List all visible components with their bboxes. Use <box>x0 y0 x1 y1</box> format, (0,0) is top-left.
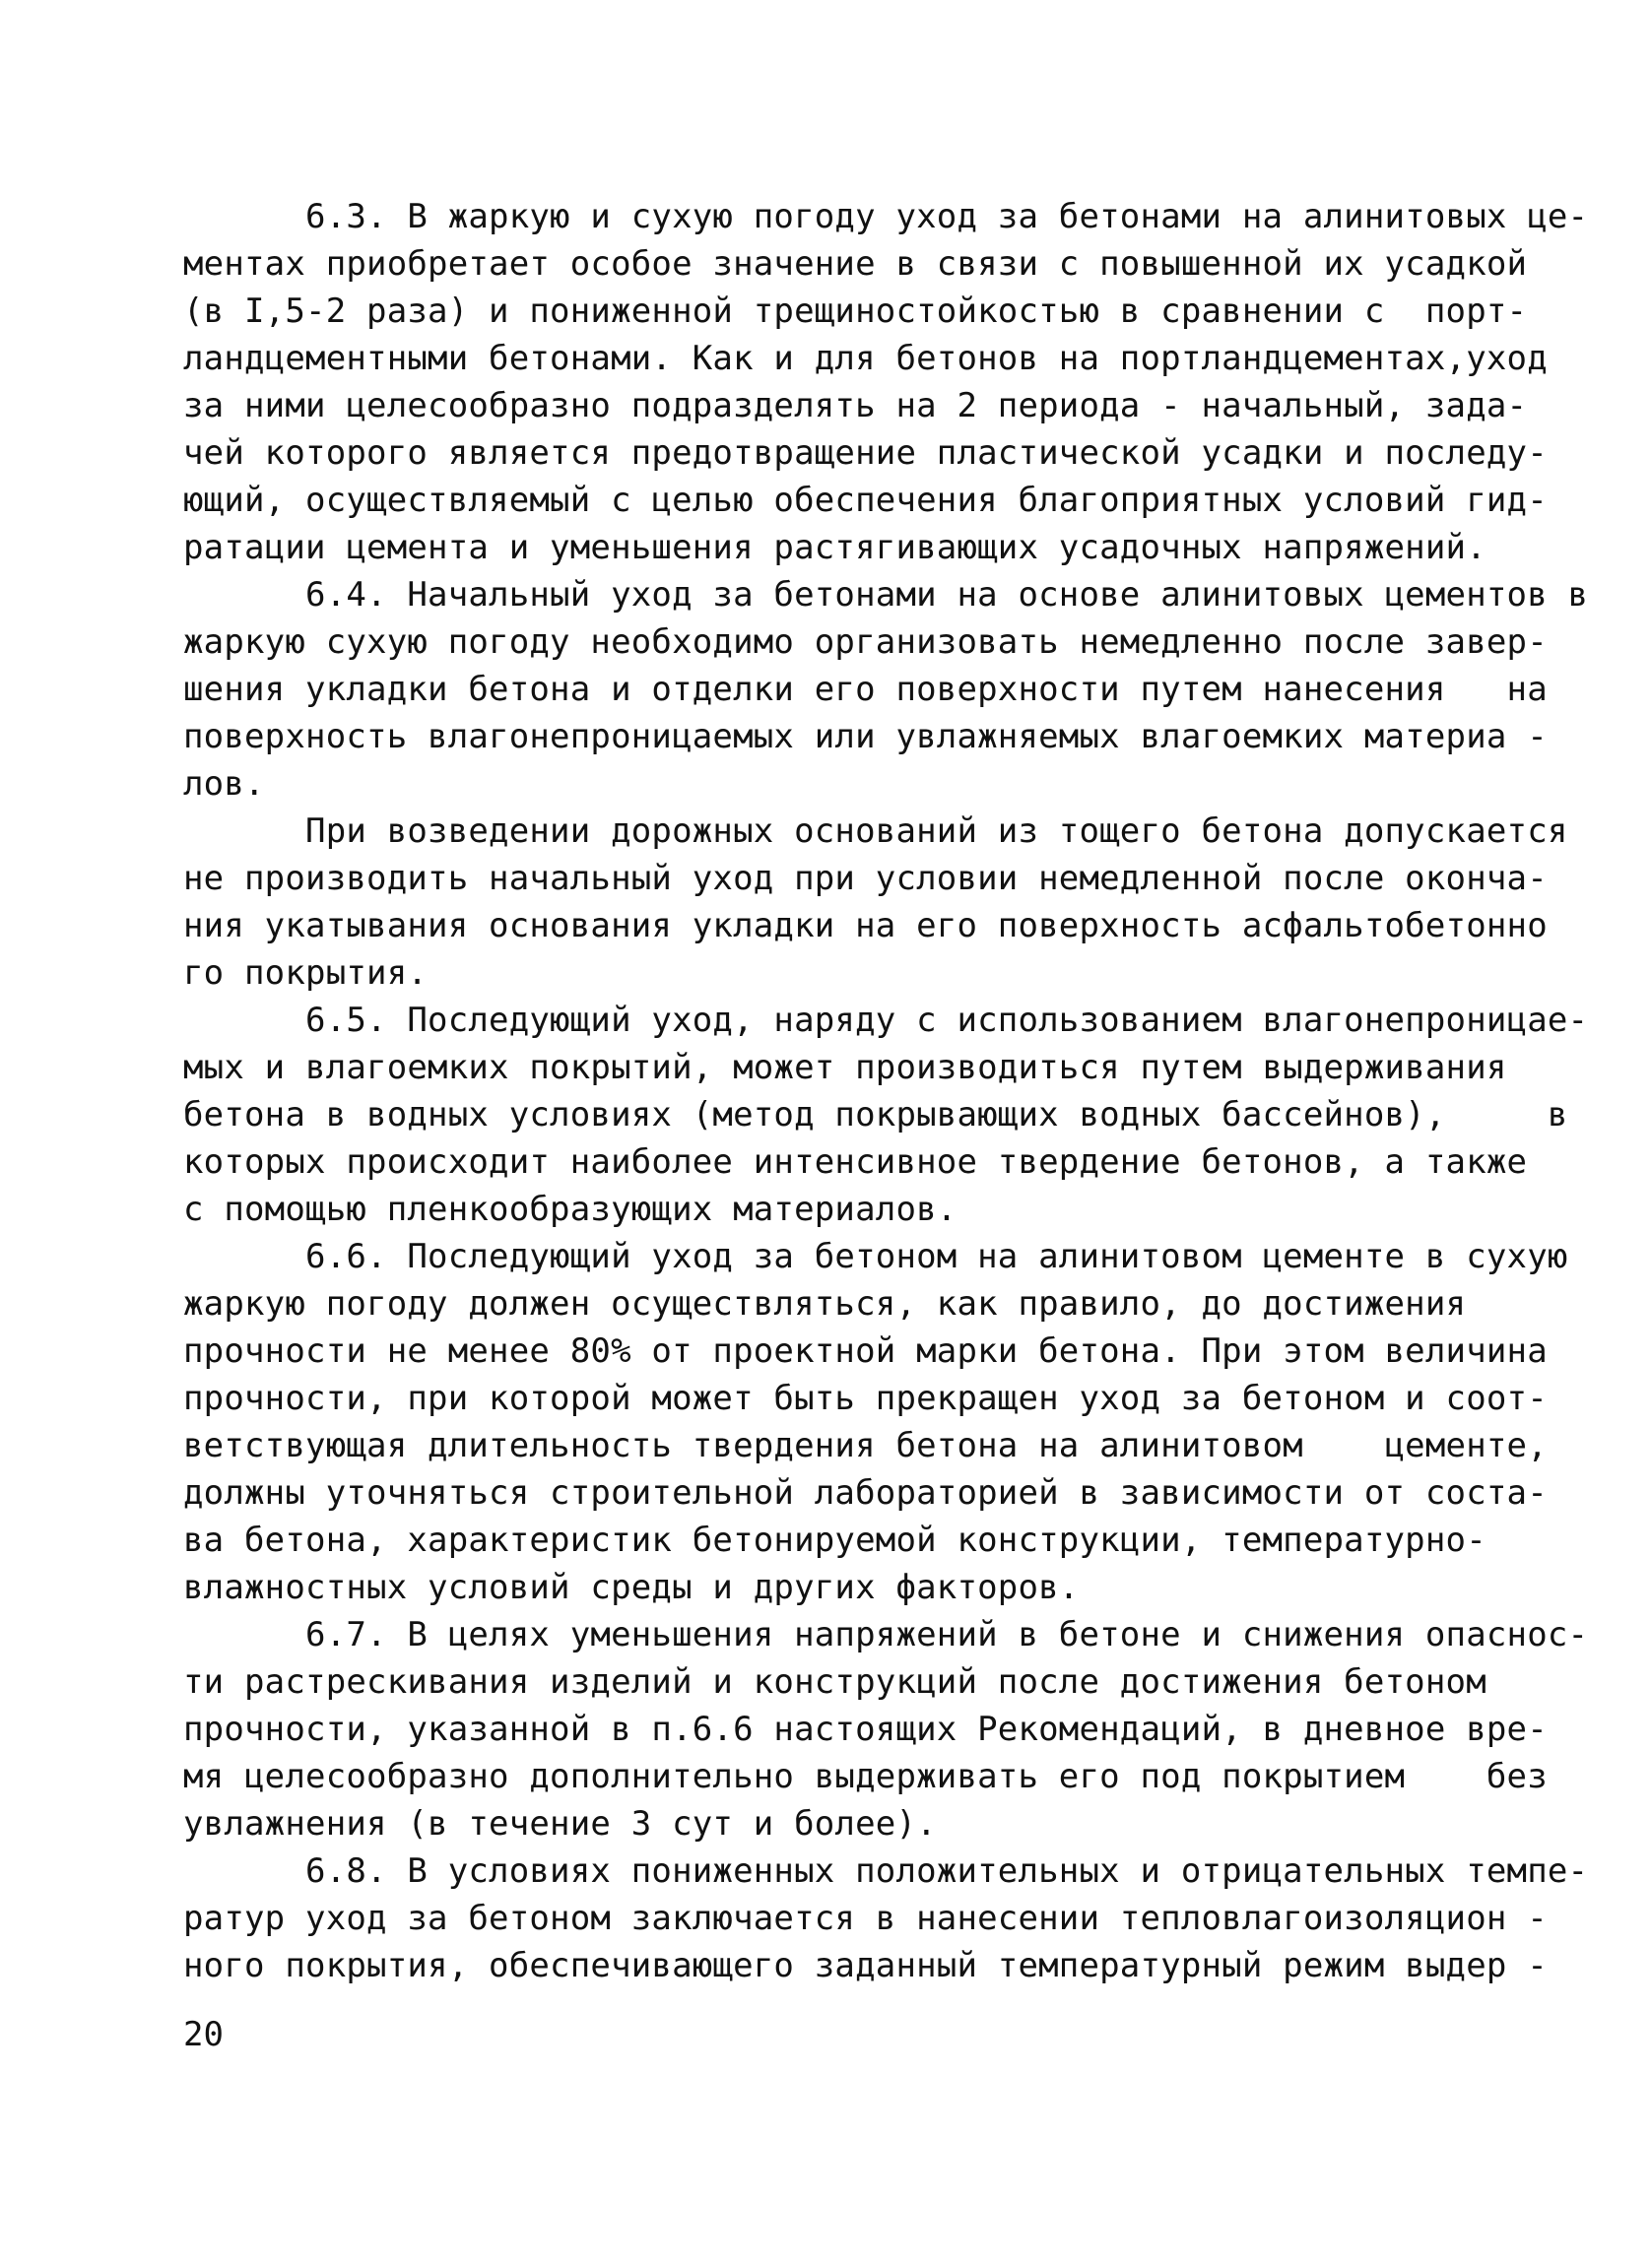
text-line: При возведении дорожных оснований из тощего бетона допускается <box>183 811 1568 851</box>
text-line: увлажнения (в течение 3 сут и более). <box>183 1804 937 1844</box>
text-line: 6.3. В жаркую и сухую погоду уход за бетонами на алинитовых це- <box>183 197 1589 236</box>
text-line: шения укладки бетона и отделки его поверхности путем нанесения на <box>183 670 1548 709</box>
text-line: влажностных условий среды и других факторов. <box>183 1568 1080 1607</box>
text-line: с помощью пленкообразующих материалов. <box>183 1190 958 1229</box>
text-line: ти растрескивания изделий и конструкций после достижения бетоном <box>183 1662 1486 1702</box>
text-line: ния укатывания основания укладки на его поверхность асфальтобетонно <box>183 906 1548 945</box>
text-line: чей которого является предотвращение пластической усадки и последу- <box>183 433 1548 473</box>
text-line: лов. <box>183 764 265 804</box>
text-line: прочности, указанной в п.6.6 настоящих Рекомендаций, в дневное вре- <box>183 1710 1548 1749</box>
text-line: 6.4. Начальный уход за бетонами на основе алинитовых цементов в <box>183 575 1589 615</box>
text-line: мых и влагоемких покрытий, может производиться путем выдерживания <box>183 1048 1507 1087</box>
text-line: ментах приобретает особое значение в связи с повышенной их усадкой <box>183 244 1528 284</box>
text-line: ющий, осуществляемый с целью обеспечения благоприятных условий гид- <box>183 481 1548 520</box>
text-line: не производить начальный уход при условии немедленной после оконча- <box>183 859 1548 898</box>
text-line: ратур уход за бетоном заключается в нанесении тепловлагоизоляцион - <box>183 1899 1548 1938</box>
text-line: ратации цемента и уменьшения растягивающих усадочных напряжений. <box>183 528 1486 567</box>
text-line: 6.7. В целях уменьшения напряжений в бетоне и снижения опаснос- <box>183 1615 1589 1654</box>
page-number: 20 <box>183 2015 224 2054</box>
text-line: ва бетона, характеристик бетонируемой конструкции, температурно- <box>183 1521 1486 1560</box>
text-line: прочности не менее 80% от проектной марки бетона. При этом величина <box>183 1331 1548 1371</box>
text-line: 6.6. Последующий уход за бетоном на алинитовом цементе в сухую <box>183 1237 1568 1276</box>
text-line: бетона в водных условиях (метод покрывающих водных бассейнов), в <box>183 1095 1568 1134</box>
body-text <box>183 193 1589 1989</box>
text-line: должны уточняться строительной лабораторией в зависимости от соста- <box>183 1473 1548 1513</box>
text-line: жаркую сухую погоду необходимо организовать немедленно после завер- <box>183 622 1548 662</box>
text-line: за ними целесообразно подразделять на 2 периода - начальный, зада- <box>183 386 1528 425</box>
text-line: поверхность влагонепроницаемых или увлажняемых влагоемких материа - <box>183 717 1548 756</box>
text-line: 6.8. В условиях пониженных положительных и отрицательных темпе- <box>183 1851 1589 1891</box>
text-line: го покрытия. <box>183 953 429 993</box>
text-line: которых происходит наиболее интенсивное твердение бетонов, а также <box>183 1142 1528 1182</box>
text-line: ного покрытия, обеспечивающего заданный температурный режим выдер - <box>183 1946 1548 1985</box>
text-line: (в I,5-2 раза) и пониженной трещиностойкостью в сравнении с порт- <box>183 292 1528 331</box>
text-line: мя целесообразно дополнительно выдерживать его под покрытием без <box>183 1757 1548 1796</box>
text-line: прочности, при которой может быть прекращен уход за бетоном и соот- <box>183 1379 1548 1418</box>
text-line: ветствующая длительность твердения бетона на алинитовом цементе, <box>183 1426 1548 1465</box>
text-line: 6.5. Последующий уход, наряду с использованием влагонепроницае- <box>183 1001 1589 1040</box>
text-line: жаркую погоду должен осуществляться, как правило, до достижения <box>183 1284 1467 1324</box>
text-line: ландцементными бетонами. Как и для бетонов на портландцементах,уход <box>183 339 1548 378</box>
